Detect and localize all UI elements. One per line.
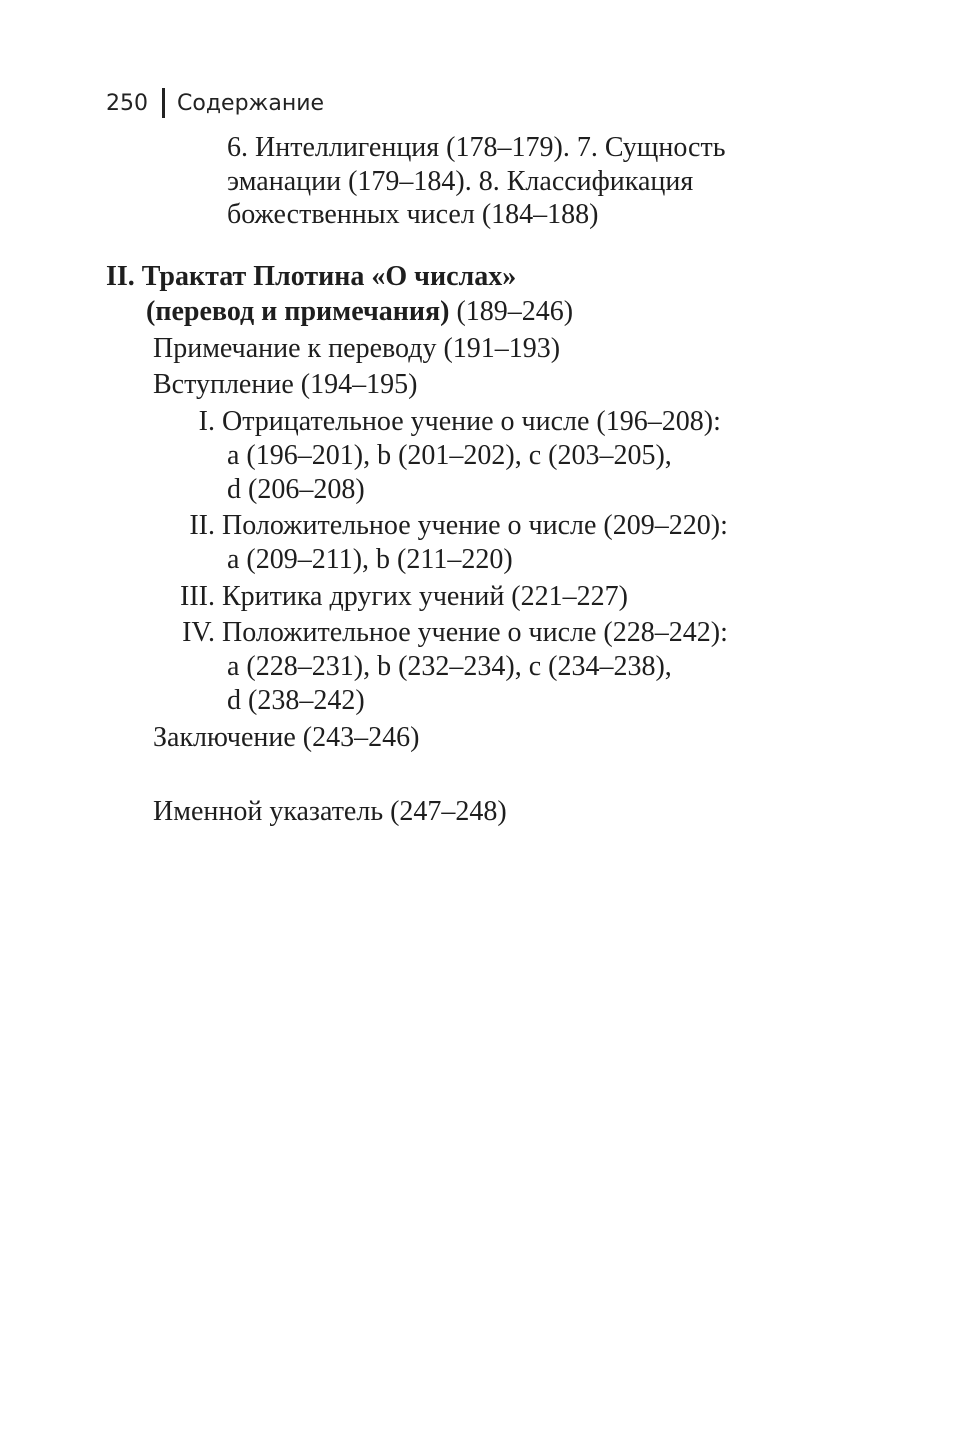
toc-entry-section-1 xyxy=(145,405,721,439)
toc-continuation-line-2: эманации (179–184). 8. Классификация xyxy=(227,166,694,197)
section-3-title: Критика других учений (221–227) xyxy=(222,581,628,612)
toc-entry-introduction: Вступление (194–195) xyxy=(153,369,418,400)
part-two-title-line-2 xyxy=(146,295,573,329)
section-2-title: Положительное учение о числе (209–220): xyxy=(222,510,728,541)
section-4-number: IV. xyxy=(182,617,215,648)
section-4-subentries-1: a (228–231), b (232–234), c (234–238), xyxy=(227,651,672,682)
page-number: 250 xyxy=(106,90,148,116)
header-separator xyxy=(162,88,165,118)
running-header xyxy=(106,86,324,120)
toc-entry-section-4 xyxy=(145,616,728,650)
toc-entry-section-3 xyxy=(145,580,628,614)
section-2-subentries-1: a (209–211), b (211–220) xyxy=(227,544,513,575)
toc-continuation-line-1: 6. Интеллигенция (178–179). 7. Сущность xyxy=(227,132,726,163)
section-3-number: III. xyxy=(180,581,215,612)
section-1-title: Отрицательное учение о числе (196–208): xyxy=(222,406,721,437)
toc-entry-conclusion: Заключение (243–246) xyxy=(153,722,420,753)
section-title: Содержание xyxy=(177,90,325,116)
toc-entry-name-index: Именной указатель (247–248) xyxy=(153,796,507,827)
section-2-number: II. xyxy=(189,510,215,541)
toc-entry-section-2 xyxy=(145,509,728,543)
section-1-number: I. xyxy=(198,406,215,437)
section-1-subentries-2: d (206–208) xyxy=(227,474,365,505)
toc-entry-translation-note: Примечание к переводу (191–193) xyxy=(153,333,561,364)
section-4-subentries-2: d (238–242) xyxy=(227,685,365,716)
part-two-title-line-1: II. Трактат Плотина «О числах» xyxy=(106,261,517,292)
toc-continuation-line-3: божественных чисел (184–188) xyxy=(227,199,599,230)
part-two-subtitle: (перевод и примечания) xyxy=(146,296,450,327)
part-two-pages: (189–246) xyxy=(456,296,574,327)
section-4-title: Положительное учение о числе (228–242): xyxy=(222,617,728,648)
section-1-subentries-1: a (196–201), b (201–202), c (203–205), xyxy=(227,440,672,471)
